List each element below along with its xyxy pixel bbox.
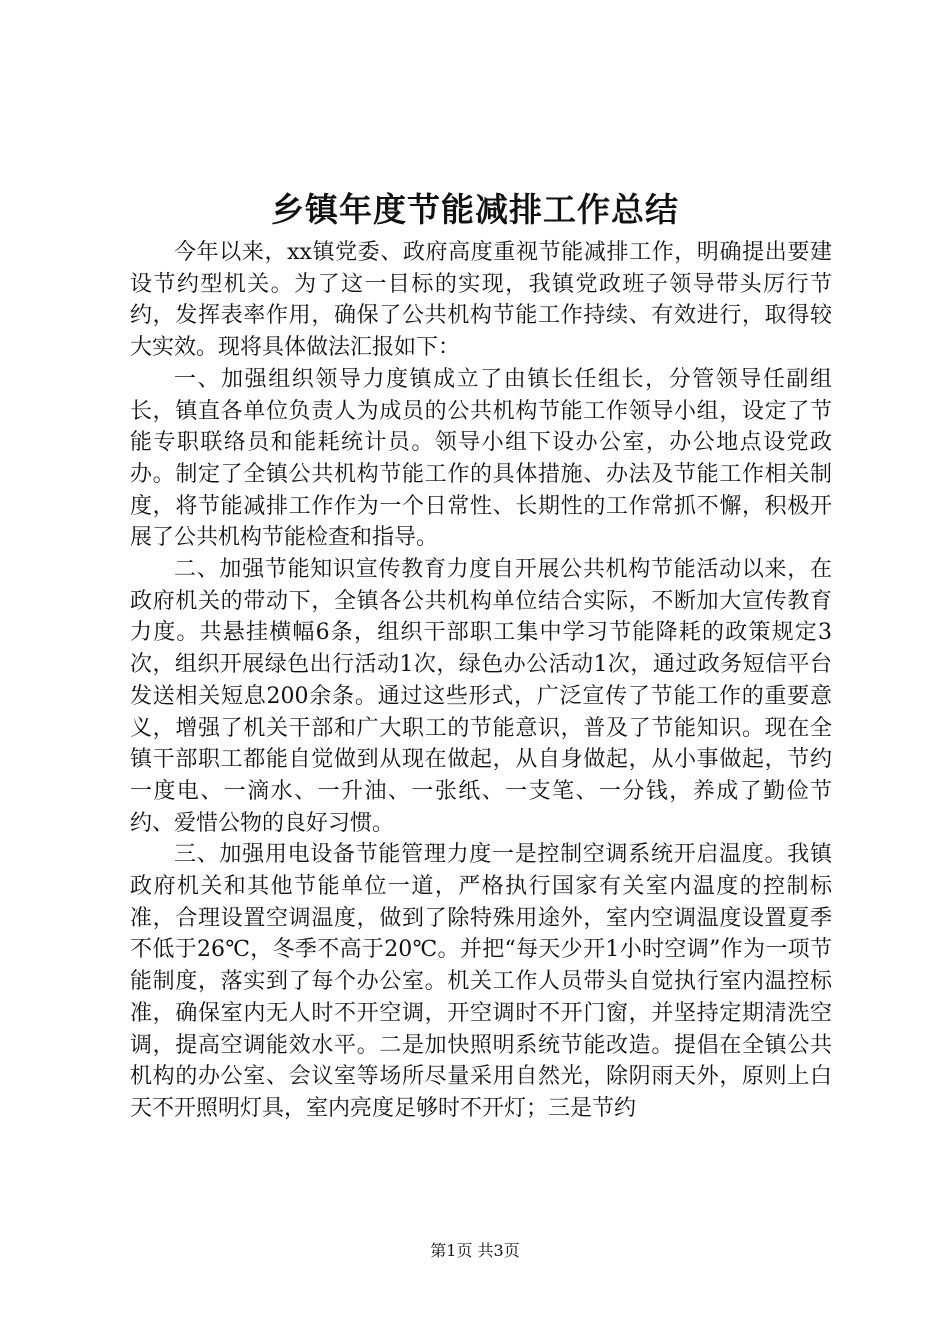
paragraph-section-2: 二、加强节能知识宣传教育力度自开展公共机构节能活动以来，在政府机关的带动下，全镇各公共机构单位结合实际，不断加大宣传教育力度。共悬挂横幅6条，组织干部职工集中学习节能降耗的政策规定3次，组织开展绿色出行活动1次，绿色办公活动1次，通过政务短信平台发送相关短息200余条。通过这些形式，广泛宣传了节能工作的重要意义，增强了机关干部和广大职工的节能意识，普及了节能知识。现在全镇干部职工都能自觉做到从现在做起，从自身做起，从小事做起，节约一度电、一滴水、一升油、一张纸、一支笔、一分钱，养成了勤俭节约、爱惜公物的良好习惯。 <box>130 557 832 836</box>
document-body <box>130 237 832 1125</box>
document-title: 乡镇年度节能减排工作总结 <box>271 190 679 229</box>
paragraph-intro: 今年以来，xx镇党委、政府高度重视节能减排工作，明确提出要建设节约型机关。为了这一目标的实现，我镇党政班子领导带头厉行节约，发挥表率作用，确保了公共机构节能工作持续、有效进行，取得较大实效。现将具体做法汇报如下： <box>130 240 832 361</box>
page-number-footer: 第1页 共3页 <box>430 1241 520 1260</box>
paragraph-section-3: 三、加强用电设备节能管理力度一是控制空调系统开启温度。我镇政府机关和其他节能单位一道，严格执行国家有关室内温度的控制标准，合理设置空调温度，做到了除特殊用途外，室内空调温度设置夏季不低于26℃，冬季不高于20℃。并把“每天少开1小时空调”作为一项节能制度，落实到了每个办公室。机关工作人员带头自觉执行室内温控标准，确保室内无人时不开空调，开空调时不开门窗，并坚持定期清洗空调，提高空调能效水平。二是加快照明系统节能改造。提倡在全镇公共机构的办公室、会议室等场所尽量采用自然光，除阴雨天外，原则上白天不开照明灯具，室内亮度足够时不开灯；三是节约 <box>130 842 832 1121</box>
paragraph-section-1: 一、加强组织领导力度镇成立了由镇长任组长，分管领导任副组长，镇直各单位负责人为成员的公共机构节能工作领导小组，设定了节能专职联络员和能耗统计员。领导小组下设办公室，办公地点设党政办。制定了全镇公共机构节能工作的具体措施、办法及节能工作相关制度，将节能减排工作作为一个日常性、长期性的工作常抓不懈，积极开展了公共机构节能检查和指导。 <box>130 366 832 551</box>
